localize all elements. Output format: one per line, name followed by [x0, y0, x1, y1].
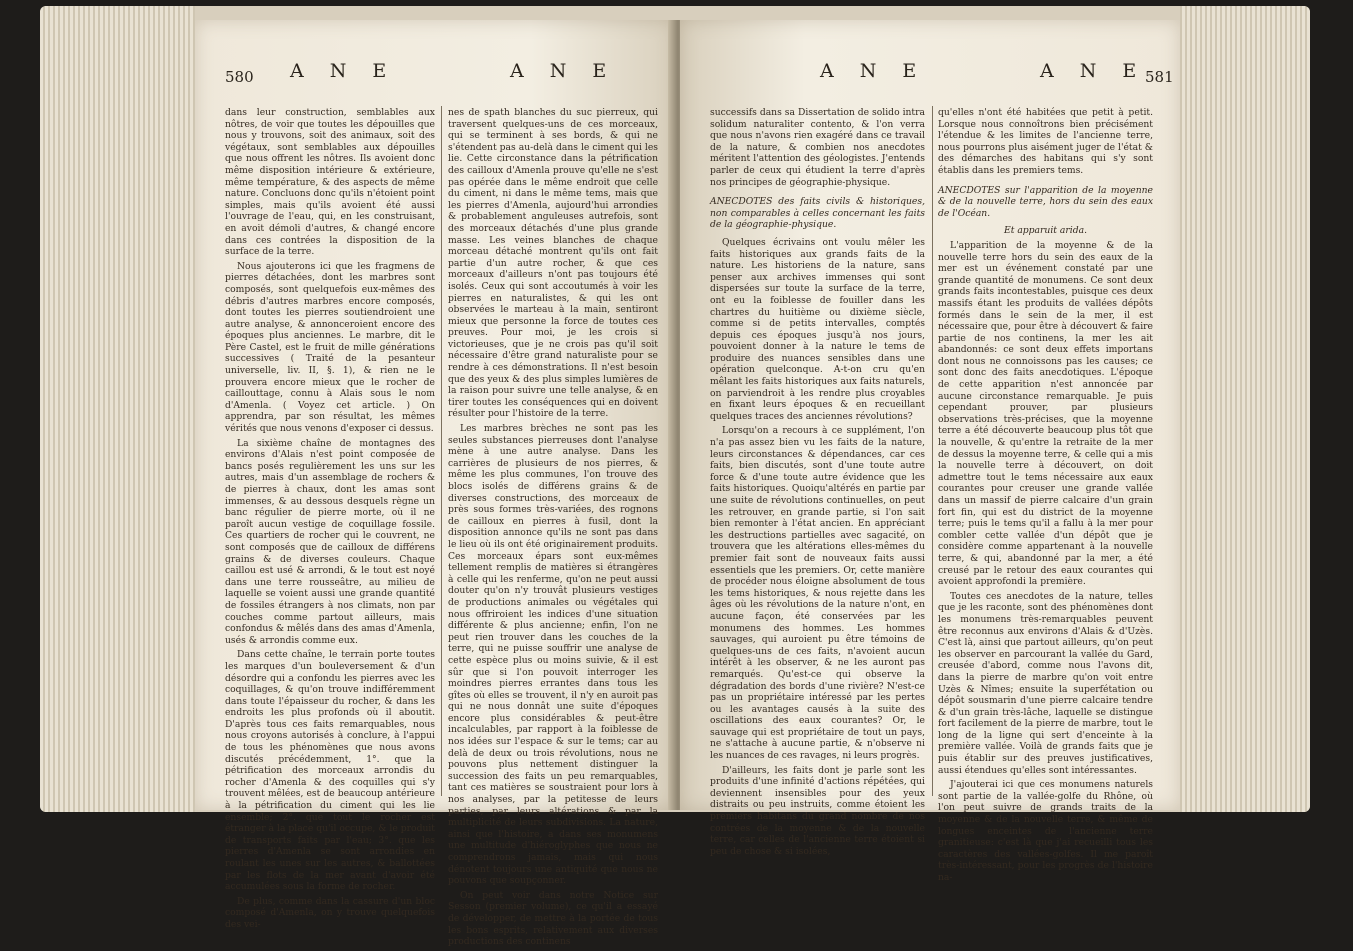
paragraph: Lorsqu'on a recours à ce supplément, l'on n'a pas assez bien vu les faits de la nature, leurs circonstances & dépendances, car ces faits, bien discutés, sont d'une toute autre force & d'une toute autre évidence que les faits historiques. Quoiqu'altérés en partie par une suite de révolutions continuelles, on peut les retrouver, en grande partie, si l'on sait bien remonter à l'état ancien. En appréciant les destructions partielles avec sagacité, on trouvera que les altérations elles-mêmes du premier fait sont de nouveaux faits aussi essentiels que les premiers. Or, cette manière de procéder nous éloigne absolument de tous les tems historiques, & nous rejette dans les âges où les révolutions de la nature n'ont, en aucune façon, été conservées par les monumens des hommes. Les hommes sauvages, qui auroient pu être témoins de quelques-uns de ces faits, n'avoient aucun intérêt à les observer, & ne les auront pas remarqués. Qu'est-ce qui observe la dégradation des bords d'une rivière? N'est-ce pas un propriétaire intéressé par les pertes ou les avantages causés à la suite des oscillations des eaux courantes? Or, le sauvage qui est propriétaire de tout un pays, ne s'attache à aucune partie, & n'observe ni les nuances de ces ravages, ni leurs progrès.: [710, 425, 925, 762]
left-column-1: [225, 107, 435, 934]
right-column-2: [938, 107, 1153, 887]
paragraph: Nous ajouterons ici que les fragmens de pierres détachées, dont les marbres sont composés, sont quelquefois eux-mêmes des débris d'autres marbres encore composés, dont toutes les pierres soutiendroient une autre analyse, & annonceroient encore des époques plus anciennes. Le marbre, dit le Père Castel, est le fruit de mille générations successives ( Traité de la pesanteur universelle, liv. II, §. 1), & rien ne le prouvera encore mieux que le rocher de caillouttage, connu à Alais sous le nom d'Amenla. ( Voyez cet article. ) On apprendra, par son résultat, les mêmes vérités que nous venons d'exposer ci dessus.: [225, 260, 435, 435]
left-page-edges: [40, 6, 195, 812]
section-heading: ANECDOTES des faits civils & historiques, non comparables à celles concernant les faits de la géographie-physique.: [710, 196, 925, 231]
right-page-number: 581: [1145, 68, 1174, 86]
paragraph: Dans cette chaîne, le terrain porte toutes les marques d'un bouleversement & d'un désordre qui a confondu les pierres avec les coquillages, & qu'on trouve indifféremment dans toute l'épaisseur du rocher, & dans les endroits les plus profonds où il aboutit. D'après tous ces faits remarquables, nous nous croyons autorisés à conclure, à l'appui de tous les phénomènes que nous avons discutés précédemment, 1°. que la pétrification des morceaux arrondis du rocher d'Amenla & des coquilles qui s'y trouvent mêlées, est de beaucoup antérieure à la pétrification du ciment qui les lie ensemble; 2°. que tout le rocher est étranger à la place qu'il occupe, & le produit de transports faits par l'eau; 3°. que les pierres d'Amenla se sont arrondies en roulant les unes sur les autres, & ballottées par les flots de la mer avant d'avoir été accumulées sous la forme de rocher.: [225, 649, 435, 893]
left-header-second: A N E: [510, 60, 617, 82]
left-page: [195, 20, 675, 948]
right-header-second: A N E: [1040, 60, 1147, 82]
paragraph: successifs dans sa Dissertation de solido intra solidum naturaliter contento, & l'on verra que nous n'avons rien exagéré dans ce travail de la nature, & combien nos anecdotes méritent l'attention des géologistes. J'entends parler de ceux qui étudient la terre d'après nos principes de géographie-physique.: [710, 107, 925, 188]
paragraph: Toutes ces anecdotes de la nature, telles que je les raconte, sont des phénomènes dont les monumens très-remarquables peuvent être reconnus aux environs d'Alais & d'Uzès. C'est là, ainsi que partout ailleurs, qu'on peut les observer en parcourant la vallée du Gard, creusée d'abord, comme nous l'avons dit, dans la pierre de marbre qu'on voit entre Uzès & Nîmes; ensuite la superfétation ou dépôt sousmarin d'une pierre calcaire tendre & d'un grain très-lâche, laquelle se distingue fort facilement de la pierre de marbre, tout le long de la ligne qui sert d'enceinte à la première vallée. Voilà de grands faits que je puis établir sur des preuves justificatives, aussi étendues qu'elles sont intéressantes.: [938, 590, 1153, 776]
column-rule: [932, 106, 933, 796]
paragraph: Les marbres brèches ne sont pas les seules substances pierreuses dont l'analyse mène à une autre analyse. Dans les carrières de plusieurs de nos pierres, & même les plus communes, l'on trouve des blocs isolés de différens grains & de diverses constructions, des morceaux de près sous formes très-variées, des rognons de cailloux en pierres à fusil, dont la disposition annonce qu'ils ne sont pas dans le lieu où ils ont été originairement produits. Ces morceaux épars sont eux-mêmes tellement remplis de matières si étrangères à celle qui les renferme, qu'on ne peut aussi douter qu'on n'y trouvât plusieurs vestiges de productions animales ou végétales qui nous offriroient les indices d'une situation différente & plus ancienne; enfin, l'on ne peut rien trouver dans les couches de la terre, qui ne puisse souffrir une analyse de cette espèce plus ou moins suivie, & il est sûr que si l'on pouvoit interroger les moindres pierres errantes dans tous les gîtes où elles se trouvent, il n'y en auroit pas qui ne nous donnât une suite d'époques encore plus considérables & peut-être incalculables, par rapport à la foiblesse de nos idées sur l'espace & sur le tems; car au delà de deux ou trois révolutions, nous ne pouvons plus nettement distinguer la succession des faits un peu remarquables, tant ces matières se soustraient pour lors à nos analyses, par la petitesse de leurs parties, par leurs altérations & par la multiplicité de leurs subdivisions. La nature, ainsi que l'histoire, a dans ses monumens une multitude d'hiéroglyphes que nous ne comprendrons jamais, mais qui nous dénotent toujours une antiquité que nous ne pouvons que soupçonner.: [448, 423, 658, 887]
right-page-edges: [1180, 6, 1310, 812]
paragraph: Quelques écrivains ont voulu mêler les faits historiques aux grands faits de la nature. Les historiens de la nature, sans penser aux archives immenses qui sont dispersées sur toute la surface de la terre, ont eu la foiblesse de fouiller dans les chartres du huitième ou dixième siècle, comme si de petits intervalles, comptés depuis ces époques jusqu'à nos jours, pouvoient donner à la nature le tems de produire des nuances sensibles dans une opération quelconque. A-t-on cru qu'en mêlant les faits historiques aux faits naturels, on parviendroit à les rendre plus croyables en fixant leurs époques & en recueillant quelques traces des anciennes révolutions?: [710, 236, 925, 422]
left-column-2: [448, 107, 658, 951]
paragraph: L'apparition de la moyenne & de la nouvelle terre hors du sein des eaux de la mer est un événement constaté par une grande quantité de monumens. Ce sont deux grands faits incontestables, puisque ces deux massifs étant les produits de vallées dépôts formés dans le sein de la mer, il est nécessaire que, pour être à découvert & faire partie de nos continens, la mer les ait abandonnés: ce sont deux effets importans dont nous ne connoissons pas les causes; ce sont donc des faits anecdotiques. L'époque de cette apparition n'est annoncée par aucune circonstance remarquable. Je puis cependant prouver, par plusieurs observations très-précises, que la moyenne terre a été découverte beaucoup plus tôt que la nouvelle, & qu'entre la retraite de la mer de dessus la moyenne terre, & celle qui a mis la nouvelle terre à découvert, on doit admettre tout le tems nécessaire aux eaux courantes pour creuser une grande vallée dans un massif de pierre calcaire d'un grain fort fin, qui est du district de la moyenne terre; puis le tems qu'il a fallu à la mer pour combler cette vallée d'un dépôt que je considère comme appartenant à la nouvelle terre, & qui, abandonné par la mer, a été creusé par le retour des eaux courantes qui avoient approfondi la première.: [938, 239, 1153, 588]
column-rule: [441, 106, 442, 796]
left-header-first: A N E: [290, 60, 397, 82]
paragraph: dans leur construction, semblables aux nôtres, de voir que toutes les dépouilles que nous y trouvons, soit des animaux, soit des végétaux, sont semblables aux dépouilles que nous offrent les nôtres. Ils avoient donc même disposition intérieure & extérieure, même température, & des aspects de même nature. Concluons donc qu'ils n'étoient point simples, mais qu'ils avoient été aussi l'ouvrage de l'eau, qui, en les construisant, en avoit démoli d'autres, & changé encore dans ces contrées la disposition de la surface de la terre.: [225, 107, 435, 258]
section-heading: ANECDOTES sur l'apparition de la moyenne & de la nouvelle terre, hors du sein des eaux de l'Océan.: [938, 184, 1153, 219]
left-page-number: 580: [225, 68, 254, 86]
paragraph: La sixième chaîne de montagnes des environs d'Alais n'est point composée de bancs posés regulièrement les uns sur les autres, mais d'un assemblage de rochers & de pierres à chaux, dont les amas sont immenses, & au dessous desquels règne un banc régulier de pierre morte, où il ne paroît aucun vestige de coquillage fossile. Ces quartiers de rocher qui le couvrent, ne sont composés que de cailloux de différens grains & de diverses couleurs. Chaque caillou est usé & arrondi, & le tout est noyé dans une terre rousseâtre, au milieu de laquelle se voient aussi une grande quantité de fossiles étrangers à nos climats, non par couches comme partout ailleurs, mais confondus & mêlés dans des amas d'Amenla, usés & arrondis comme eux.: [225, 437, 435, 646]
paragraph: D'ailleurs, les faits dont je parle sont les produits d'une infinité d'actions répétées, qui deviennent insensibles pour des yeux distraits ou peu instruits, comme étoient les premiers habitans du grand nombre de nos contrées de la moyenne & de la nouvelle terre, car celles de l'ancienne terre étoient si peu de chose & si isolées,: [710, 764, 925, 857]
paragraph: nes de spath blanches du suc pierreux, qui traversent quelques-uns de ces morceaux, qui se terminent à ses bords, & qui ne s'étendent pas au-delà dans le ciment qui les lie. Cette circonstance dans la pétrification des cailloux d'Amenla prouve qu'elle ne s'est pas opérée dans le même endroit que celle du ciment, ni dans le même tems, mais que les pierres d'Amenla, aujourd'hui arrondies & probablement anguleuses autrefois, sont des morceaux détachés d'une plus grande masse. Les veines blanches de chaque morceau détaché montrent qu'ils ont fait partie d'un autre rocher, & que ces morceaux d'ailleurs n'ont pas toujours été isolés. Ceux qui sont accoutumés à voir les pierres en naturalistes, & qui les ont observées le marteau à la main, sentiront mieux que personne la force de toutes ces preuves. Pour moi, je les crois si victorieuses, que je ne crois pas qu'il soit nécessaire d'être grand naturaliste pour se rendre à ces démonstrations. Il n'est besoin que des yeux & des plus simples lumières de la raison pour suivre une telle analyse, & en tirer toutes les conséquences qui en doivent résulter pour l'histoire de la terre.: [448, 107, 658, 420]
paragraph: qu'elles n'ont été habitées que petit à petit. Lorsque nous connoîtrons bien précisément l'étendue & les limites de l'ancienne terre, nous pourrons plus aisément juger de l'état & des démarches des habitans qui s'y sont établis dans les premiers tems.: [938, 107, 1153, 176]
epigraph: Et apparuit arida.: [1004, 225, 1087, 237]
paragraph: On peut voir dans notre Notice sur Sesson (premier volume), ce qu'il a essayé de développer, de mettre à la portée de tous les bons esprits, relativement aux diverses productions des continens: [448, 889, 658, 948]
right-column-1: [710, 107, 925, 860]
right-header-first: A N E: [820, 60, 927, 82]
paragraph: J'ajouterai ici que ces monumens naturels sont partie de la vallée-golfe du Rhône, où l'on peut suivre de grands traits de la moyenne & de la nouvelle terre, & même de longues enceintes de l'ancienne terre granitieuse: c'est là que j'ai recueilli tous les caractères des vallées-golfes. Il me paroît très-intéressant, pour les progrès de l'histoire na-: [938, 779, 1153, 883]
right-page: [680, 20, 1180, 883]
paragraph: De plus, comme dans la cassure d'un bloc composé d'Amenla, on y trouve quelquefois des vei-: [225, 895, 435, 930]
